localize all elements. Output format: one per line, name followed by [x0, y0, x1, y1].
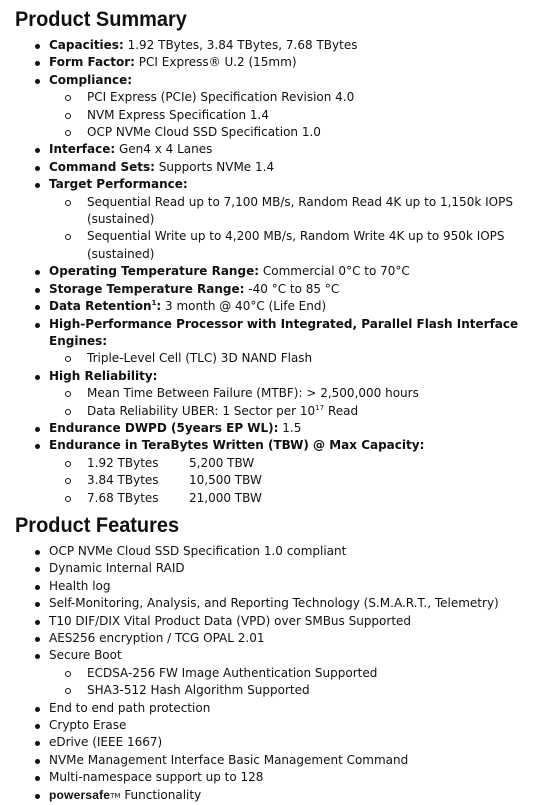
interface-label: Interface:	[49, 142, 116, 157]
list-item: Self-Monitoring, Analysis, and Reporting Technology (S.M.A.R.T., Telemetry)	[15, 595, 538, 612]
footnote-marker: 1	[151, 299, 157, 308]
list-item	[15, 72, 538, 142]
list-item	[15, 37, 538, 54]
list-item	[15, 263, 538, 280]
list-item: Crypto Erase	[15, 717, 538, 734]
data-retention-label: Data Retention$^1$:	[49, 299, 162, 314]
tbw-value: 10,500 TBW	[189, 473, 262, 488]
tbw-value: 5,200 TBW	[189, 455, 255, 470]
tbw-value: 21,000 TBW	[189, 490, 262, 505]
tbw-label: Endurance in TeraBytes Written (TBW) @ Max Capacity:	[49, 438, 425, 453]
form-factor-label: Form Factor:	[49, 55, 135, 70]
capacities-label: Capacities:	[49, 38, 124, 52]
secure-boot-sublist	[49, 665, 538, 700]
capacities-value: 1.92 TBytes, 3.84 TBytes, 7.68 TBytes	[127, 38, 358, 52]
operating-temp-label: Operating Temperature Range:	[49, 264, 260, 279]
command-sets-label: Command Sets:	[49, 159, 155, 174]
trademark-mark: TM	[110, 791, 121, 800]
list-item: Health log	[15, 578, 538, 595]
operating-temp-value: Commercial 0°C to 70°C	[262, 264, 410, 279]
product-features-title: Product Features	[15, 513, 180, 537]
list-item	[15, 159, 538, 176]
sublist-item: OCP NVMe Cloud SSD Specification 1.0	[49, 124, 538, 141]
sublist-item: Sequential Write up to 4,200 MB/s, Random Write 4K up to 950k IOPS (sustained)	[49, 228, 538, 263]
tbw-row	[49, 455, 538, 472]
command-sets-value: Supports NVMe 1.4	[158, 159, 275, 174]
sublist-item: Data Reliability UBER: 1 Sector per $10^{17}$ Read	[49, 403, 538, 420]
storage-temp-value: -40 °C to 85 °C	[248, 281, 340, 296]
list-item: T10 DIF/DIX Vital Product Data (VPD) over SMBus Supported	[15, 613, 538, 630]
sublist-item: NVM Express Specification 1.4	[49, 107, 538, 124]
secure-boot-label: Secure Boot	[49, 648, 122, 663]
list-item: AES256 encryption / TCG OPAL 2.01	[15, 630, 538, 647]
sublist-item: Triple-Level Cell (TLC) 3D NAND Flash	[49, 350, 538, 367]
sublist-item: Sequential Read up to 7,100 MB/s, Random Read 4K up to 1,150k IOPS (sustained)	[49, 194, 538, 229]
sublist-item: ECDSA-256 FW Image Authentication Supported	[49, 665, 538, 682]
list-item	[15, 647, 538, 699]
list-item	[15, 281, 538, 298]
processor-label: High-Performance Processor with Integrated, Parallel Flash Interface Engines:	[49, 316, 519, 348]
tbw-capacity: 7.68 TBytes	[87, 490, 159, 505]
target-performance-label: Target Performance:	[49, 177, 188, 192]
dwpd-value: 1.5	[282, 420, 302, 435]
storage-temp-label: Storage Temperature Range:	[49, 281, 245, 296]
list-item: End to end path protection	[15, 700, 538, 717]
list-item	[15, 420, 538, 437]
exponent: 17	[315, 403, 325, 412]
list-item	[15, 176, 538, 263]
tbw-capacity: 1.92 TBytes	[87, 455, 159, 470]
compliance-label: Compliance:	[49, 72, 133, 87]
sublist-item: PCI Express (PCIe) Specification Revision 4.0	[49, 89, 538, 106]
interface-value: Gen4 x 4 Lanes	[119, 142, 213, 157]
list-item	[15, 141, 538, 158]
list-item: NVMe Management Interface Basic Management Command	[15, 752, 538, 769]
compliance-sublist	[49, 89, 538, 141]
product-summary-list	[15, 37, 538, 507]
reliability-label: High Reliability:	[49, 368, 158, 383]
tbw-capacity: 3.84 TBytes	[87, 473, 159, 488]
list-item: Multi-namespace support up to 128	[15, 769, 538, 786]
product-features-list	[15, 543, 538, 805]
powersafe-suffix: Functionality	[124, 787, 202, 802]
powersafe-logo: powersafe	[49, 787, 111, 802]
list-item	[15, 316, 538, 368]
data-retention-value: 3 month @ 40°C (Life End)	[165, 299, 327, 314]
list-item	[15, 787, 538, 805]
tbw-row	[49, 472, 538, 489]
sublist-item: SHA3-512 Hash Algorithm Supported	[49, 682, 538, 699]
target-performance-sublist	[49, 194, 538, 264]
list-item	[15, 298, 538, 315]
reliability-sublist	[49, 385, 538, 420]
sublist-item: Mean Time Between Failure (MTBF): > 2,500,000 hours	[49, 385, 538, 402]
list-item: Dynamic Internal RAID	[15, 560, 538, 577]
dwpd-label: Endurance DWPD (5years EP WL):	[49, 420, 279, 435]
tbw-sublist	[49, 455, 538, 507]
product-summary-title: Product Summary	[15, 8, 187, 31]
list-item: eDrive (IEEE 1667)	[15, 734, 538, 751]
processor-sublist	[49, 350, 538, 367]
tbw-row	[49, 490, 538, 507]
list-item	[15, 54, 538, 71]
form-factor-value: PCI Express® U.2 (15mm)	[138, 55, 297, 70]
list-item: OCP NVMe Cloud SSD Specification 1.0 compliant	[15, 543, 538, 560]
list-item	[15, 368, 538, 420]
list-item	[15, 437, 538, 507]
